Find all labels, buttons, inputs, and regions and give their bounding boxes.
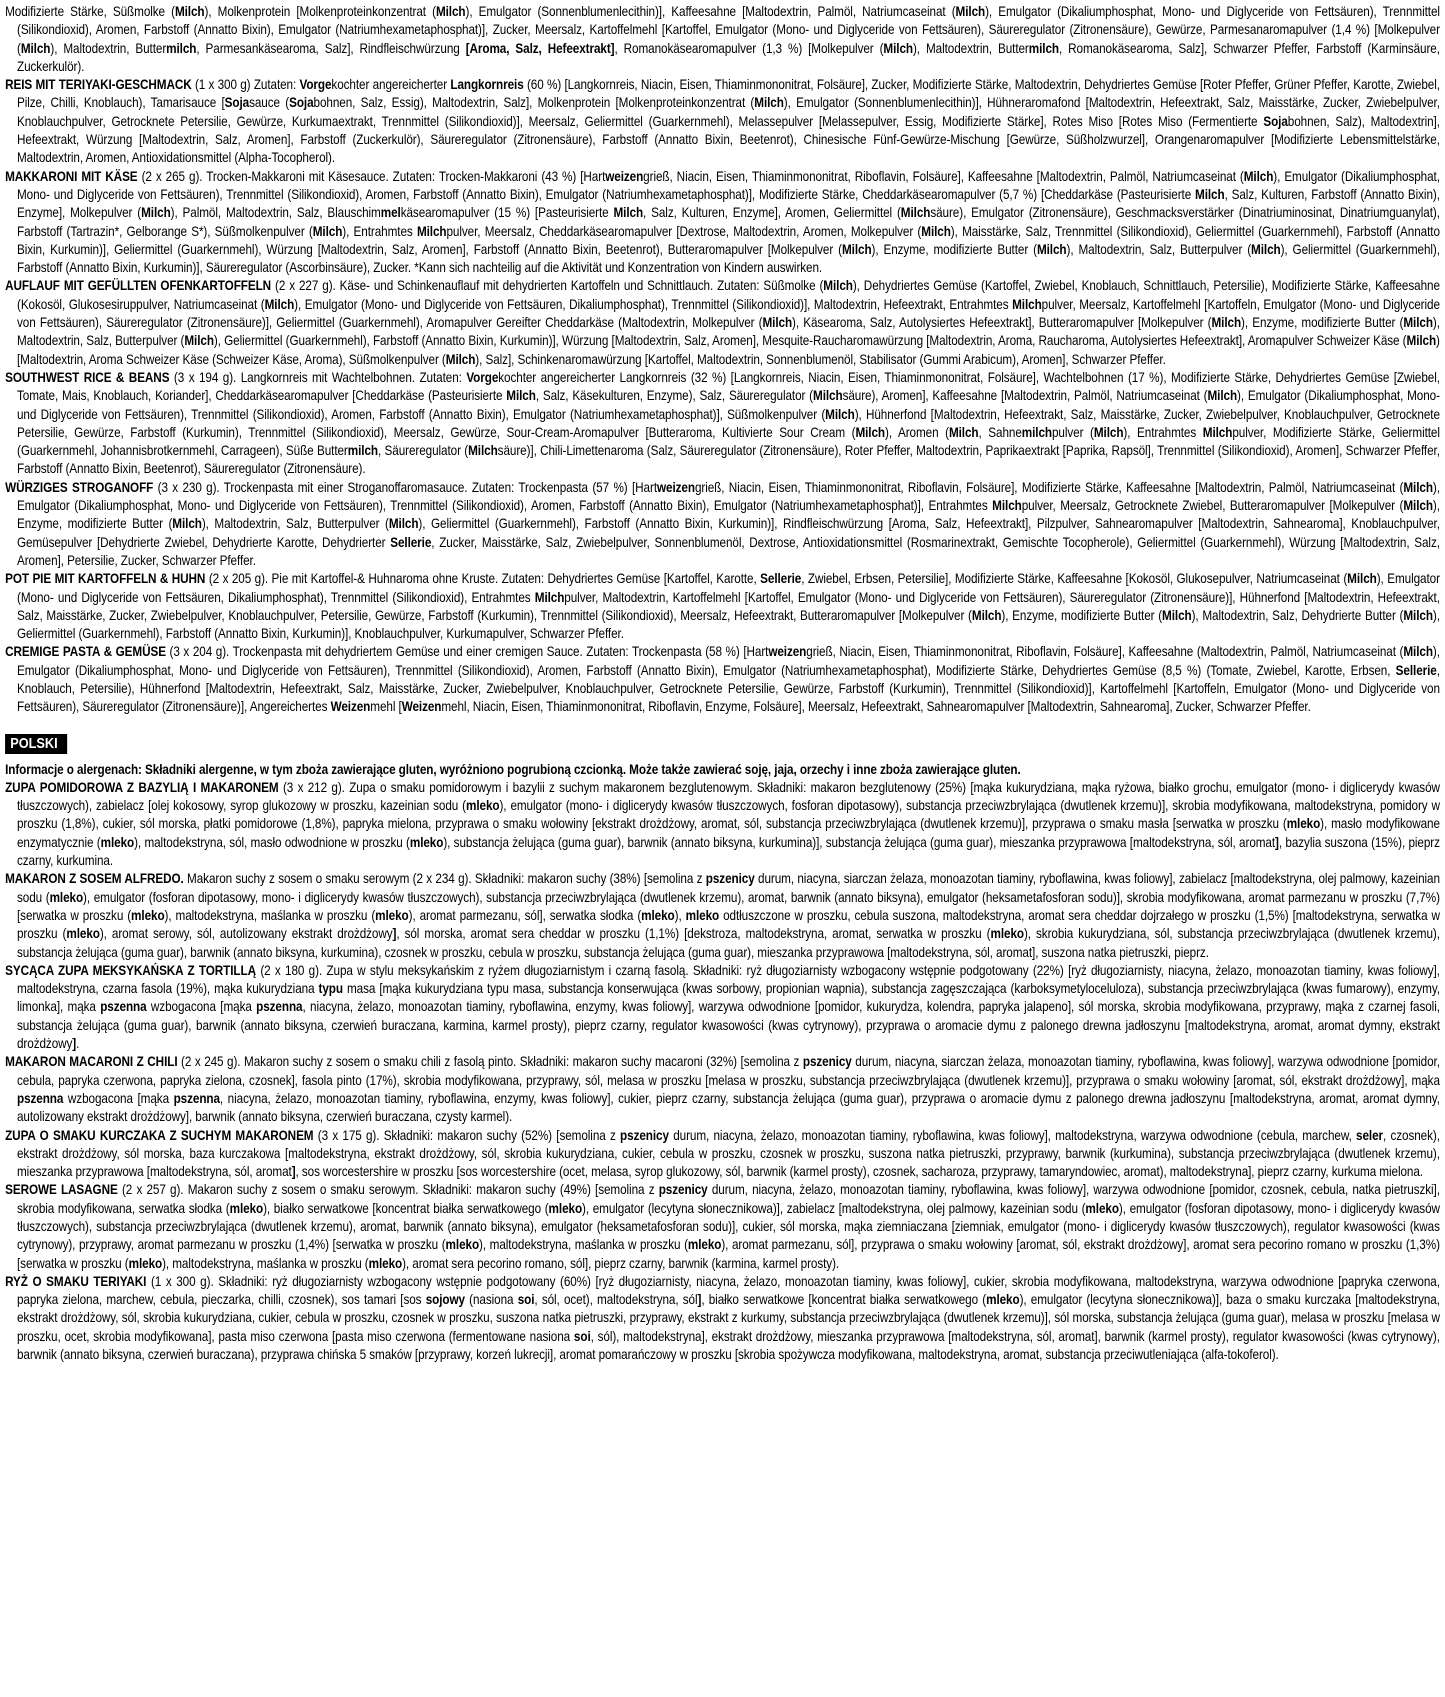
polish-ingredients-section — [5, 779, 1440, 1365]
ingredient-paragraph: ZUPA O SMAKU KURCZAKA Z SUCHYM MAKARONEM (3 x 175 g). Składniki: makaron suchy (52%) [semolina z pszenicy durum, niacyna, żelazo, monoazotan tiaminy, ryboflawina, kwas foliowy], maltodekstryna, warzywa odwodnione (cebula, marchew, seler, czosnek), ekstrakt drożdżowy, sól morska, baza kurczakowa [maltodekstryna, ekstrakt drożdżowy, sól, skrobia kukurydziana, cukier, cebula w proszku, czosnek w proszku, suszona natka pietruszki, przyprawy, barwnik (kurkumina), substancja przeciwzbrylająca (dwutlenek krzemu), mieszanka przyprawowa [maltodekstryna, sól, aromat], sos worcestershire w proszku [sos worcestershire (ocet, melasa, syrop glukozowy, sól, barwnik (karmel prosty), czosnek, sacharoza, przyprawy, tamaryndowiec, aromat), maltodekstryna], pieprz czarny, kurkuma mielona. — [5, 1127, 1440, 1180]
ingredient-paragraph: SOUTHWEST RICE & BEANS (3 x 194 g). Langkornreis mit Wachtelbohnen. Zutaten: Vorgekochter angereicherter Langkornreis (32 %) [Langkornreis, Niacin, Eisen, Thiaminmononitrat, Folsäure], Wachtelbohnen (17 %), Modifizierte Stärke, Dehydriertes Gemüse [Zwiebel, Tomate, Mais, Knoblauch, Koriander], Cheddarkäsearomapulver [Cheddarkäse (Pasteurisierte Milch, Salz, Käsekulturen, Enzyme), Salz, Säureregulator (Milchsäure), Aromen], Kaffeesahne [Maltodextrin, Palmöl, Natriumcaseinat (Milch), Emulgator (Dikaliumphosphat, Mono- und Diglyceride von Fettsäuren), Trennmittel (Silikondioxid), Aromen, Farbstoff (Annatto Bixin), Emulgator (Natriumhexametaphosphat)], Süßmolkenpulver (Milch), Hühnerfond [Maltodextrin, Hefeextrakt, Salz, Maisstärke, Zucker, Zwiebelpulver, Knoblauchpulver, Getrocknete Petersilie, Gewürze, Farbstoff (Kurkumin), Trennmittel (Silikondioxid), Meersalz, Gewürze, Sour-Cream-Aromapulver [Butteraroma, Kultivierte Sour Cream (Milch), Aromen (Milch, Sahnemilchpulver (Milch), Entrahmtes Milchpulver, Modifizierte Stärke, Geliermittel (Guarkernmehl, Johannisbrotkernmehl, Carrageen), Süße Buttermilch, Säureregulator (Milchsäure)], Chili-Limettenaroma (Salz, Säureregulator (Zitronensäure), Roter Pfeffer, Maltodextrin, Paprikaextrakt [Paprika, Rapsöl], Trennmittel (Silikondioxid), Aromen], Schwarzer Pfeffer, Farbstoff (Annatto Bixin, Beetenrot), Säureregulator (Zitronensäure). — [5, 369, 1440, 477]
ingredient-paragraph: SEROWE LASAGNE (2 x 257 g). Makaron suchy z sosem o smaku serowym. Składniki: makaron suchy (49%) [semolina z pszenicy durum, niacyna, żelazo, monoazotan tiaminy, ryboflawina, kwas foliowy], warzywa odwodnione [pomidor, czosnek, cebula, natka pietruszki], skrobia modyfikowana, serwatka słodka (mleko), białko serwatkowe [koncentrat białka serwatkowego (mleko), emulgator (lecytyna słonecznikowa)], zabielacz [maltodekstryna, olej palmowy, kazeinian sodu (mleko), emulgator (fosforan dipotasowy, mono- i diglicerydy kwasów tłuszczowych), substancja przeciwzbrylająca (dwutlenek krzemu), aromat, barwnik (annato biksyna), emulgator (heksametafosforan sodu)], cukier, sól morska, mąka ziemniaczana [ziemniak, emulgator (mono- i diglicerydy kwasów tłuszczowych), regulator kwasowości (kwas cytrynowy), przyprawy, aromat parmezanu w proszku (1,4%) [serwatka w proszku (mleko), maltodekstryna, maślanka w proszku (mleko), aromat parmezanu, sól], przyprawa o smaku wołowiny [aromat, sól, ekstrakt drożdżowy], aromat sera pecorino romano w proszku (1,3%) [serwatka w proszku (mleko), maltodekstryna, maślanka w proszku (mleko), aromat sera pecorino romano, sól], pieprz czarny, barwnik (karmina, karmel prosty). — [5, 1182, 1440, 1271]
ingredient-paragraph: RYŻ O SMAKU TERIYAKI (1 x 300 g). Składniki: ryż długoziarnisty wzbogacony wstępnie podgotowany (60%) [ryż długoziarnisty, niacyna, żelazo, monoazotan tiaminy, kwas foliowy], cukier, skrobia modyfikowana, maltodekstryna, warzywa odwodnione [papryka czerwona, papryka zielona, marchew, cebula, pieczarka, chilli, czosnek), sos tamari [sos sojowy (nasiona soi, sól, ocet), maltodekstryna, sól], białko serwatkowe [koncentrat białka serwatkowego (mleko), emulgator (lecytyna słonecznikowa)], baza o smaku kurczaka [maltodekstryna, ekstrakt drożdżowy, sól, skrobia kukurydziana, cukier, cebula w proszku, czosnek w proszku, suszona natka pietruszki, przyprawy, ekstrakt z kurkumy, substancja przeciwzbrylająca (dwutlenek krzemu)], sól morska, substancja żelująca (guma guar), melasa w proszku [melasa w proszku, ocet, skrobia modyfikowana], pasta miso czerwona [pasta miso czerwona (fermentowane nasiona soi, sól), maltodekstryna], ekstrakt drożdżowy, mieszanka przyprawowa [maltodekstryna, sól, aromat], barwnik (karmel prosty), regulator kwasowości (kwas cytrynowy), barwnik (annato biksyna, czerwień buraczana), przyprawa chińska 5 smaków [przyprawy, korzeń lukrecji], aromat pomarańczowy w proszku [skrobia spożywcza modyfikowana, maltodekstryna, aromat, substancja przeciwutleniająca (alfa-tokoferol). — [5, 1273, 1440, 1363]
ingredient-paragraph: MAKARON Z SOSEM ALFREDO. Makaron suchy z sosem o smaku serowym (2 x 234 g). Składniki: makaron suchy (38%) [semolina z pszenicy durum, niacyna, siarczan żelaza, monoazotan tiaminy, ryboflawina, kwas foliowy], zabielacz [maltodekstryna, olej palmowy, kazeinian sodu (mleko), emulgator (fosforan dipotasowy, mono- i diglicerydy kwasów tłuszczowych), substancja przeciwzbrylająca (dwutlenek krzemu), aromat, barwnik (annato biksyna), emulgator (heksametafosforan sodu)], skrobia modyfikowana, aromat parmezanu w proszku (7,7%) [serwatka w proszku (mleko), maltodekstryna, maślanka w proszku (mleko), aromat parmezanu, sól], serwatka słodka (mleko), mleko odtłuszczone w proszku, cebula suszona, maltodekstryna, aromat sera cheddar dojrzałego w proszku (1,5%) [maltodekstryna, serwatka w proszku (mleko), aromat serowy, sól, autolizowany ekstrakt drożdżowy], sól morska, aromat sera cheddar w proszku (1,1%) [dekstroza, maltodekstryna, aromat, serwatka w proszku (mleko), skrobia kukurydziana, sól, substancja przeciwzbrylająca (dwutlenek krzemu), substancja żelująca (guma guar), barwnik (annato biksyna, kurkumina), czosnek w proszku, cebula w proszku, substancja żelująca (guma guar), mieszanka przyprawowa [maltodekstryna, sól, aromat], suszona natka pietruszki, pieprz. — [5, 871, 1440, 960]
ingredient-paragraph: AUFLAUF MIT GEFÜLLTEN OFENKARTOFFELN (2 x 227 g). Käse- und Schinkenauflauf mit dehydrierten Kartoffeln und Schnittlauch. Zutaten: Süßmolke (Milch), Dehydriertes Gemüse (Kartoffel, Zwiebel, Knoblauch, Schnittlauch, Petersilie), Modifizierte Stärke, Kaffeesahne (Kokosöl, Glukosesiruppulver, Natriumcaseinat (Milch), Emulgator (Mono- und Diglyceride von Fettsäuren, Dikaliumphosphat), Trennmittel (Silikondioxid)], Maltodextrin, Hefeextrakt, Entrahmtes Milchpulver, Meersalz, Kartoffelmehl [Kartoffeln, Emulgator (Mono- und Diglyceride von Fettsäuren), Säureregulator (Zitronensäure)], Geliermittel (Guarkernmehl), Aromapulver Gereifter Cheddarkäse (Maltodextrin, Molkepulver (Milch), Käsearoma, Salz, Autolysiertes Hefeextrakt], Butteraromapulver [Molkepulver (Milch), Enzyme, modifizierte Butter (Milch), Maltodextrin, Salz, Butterpulver (Milch), Geliermittel (Guarkernmehl), Farbstoff (Annatto Bixin, Kurkumin)], Würzung [Maltodextrin, Salz, Aromen], Mesquite-Raucharomawürzung [Maltodextrin, Aroma, Raucharoma, Autolysiertes Hefeextrakt], Aromapulver Schweizer Käse (Milch) [Maltodextrin, Aroma Schweizer Käse (Schweizer Käse, Aroma), Süßmolkenpulver (Milch), Salz], Schinkenaromawürzung [Kartoffel, Maltodextrin, Sonnenblumenöl, Stabilisator (Gummi Arabicum), Aromen], Schwarzer Pfeffer. — [5, 278, 1440, 367]
ingredient-paragraph: ZUPA POMIDOROWA Z BAZYLIĄ I MAKARONEM (3 x 212 g). Zupa o smaku pomidorowym i bazylii z suchym makaronem bezglutenowym. Składniki: makaron bezglutenowy (25%) [mąka kukurydziana, mąka ryżowa, białko grochu, emulgator (mono- i diglicerydy kwasów tłuszczowych), zabielacz [olej kokosowy, syrop glukozowy w proszku, kazeinian sodu (mleko), emulgator (mono- i diglicerydy kwasów tłuszczowych, fosforan dipotasowy), substancja przeciwzbrylająca (dwutlenek krzemu)], skrobia modyfikowana, maltodekstryna, pomidory w proszku (1,8%), cukier, sól morska, płatki pomidorowe (1,8%), papryka mielona, przyprawa o smaku wołowiny [ekstrakt drożdżowy, aromat, sól, substancja przeciwzbrylająca (dwutlenek krzemu)], przyprawa o smaku masła [serwatka w proszku (mleko), masło modyfikowane enzymatycznie (mleko), maltodekstryna, sól, masło odwodnione w proszku (mleko), substancja żelująca (guma guar), barwnik (annato biksyna, kurkumina)], substancja żelująca (guma guar), mieszanka przyprawowa [maltodekstryna, sól, aromat], bazylia suszona (15%), pieprz czarny, kurkumina. — [5, 779, 1440, 869]
polski-section-header — [5, 734, 1440, 754]
ingredient-paragraph: POT PIE MIT KARTOFFELN & HUHN (2 x 205 g). Pie mit Kartoffel-& Huhnaroma ohne Kruste. Zutaten: Dehydriertes Gemüse [Kartoffel, Karotte, Sellerie, Zwiebel, Erbsen, Petersilie], Modifizierte Stärke, Kaffeesahne [Kokosöl, Glukosepulver, Natriumcaseinat (Milch), Emulgator (Mono- und Diglyceride von Fettsäuren, Dikaliumphosphat), Trennmittel (Silikondioxid), Entrahmtes Milchpulver, Maltodextrin, Kartoffelmehl [Kartoffel, Emulgator (Mono- und Diglyceride von Fettsäuren), Säureregulator (Zitronensäure)], Hühnerfond [Maltodextrin, Hefeextrakt, Salz, Maisstärke, Zucker, Zwiebelpulver, Knoblauchpulver, Petersilie, Gewürze, Farbstoff (Kurkumin), Trennmittel (Silikondioxid), Meersalz, Hefeextrakt, Butteraromapulver [Molkepulver (Milch), Enzyme, modifizierte Butter (Milch), Maltodextrin, Salz, Dehydrierte Butter (Milch), Geliermittel (Guarkernmehl), Farbstoff (Annatto Bixin, Kurkumin)], Knoblauchpulver, Kurkumapulver, Schwarzer Pfeffer. — [5, 571, 1440, 642]
ingredient-paragraph: REIS MIT TERIYAKI-GESCHMACK (1 x 300 g) Zutaten: Vorgekochter angereicherter Langkornreis (60 %) [Langkornreis, Niacin, Eisen, Thiaminmononitrat, Folsäure], Zucker, Modifizierte Stärke, Maltodextrin, Dehydriertes Gemüse [Roter Pfeffer, Grüner Pfeffer, Karotte, Zwiebel, Pilze, Chilli, Knoblauch), Tamarisauce [Sojasauce (Sojabohnen, Salz, Essig), Maltodextrin, Salz], Molkenprotein [Molkenproteinkonzentrat (Milch), Emulgator (Sonnenblumenlecithin)], Hühneraromafond [Maltodextrin, Hefeextrakt, Salz, Maisstärke, Zucker, Zwiebelpulver, Knoblauchpulver, Getrocknete Petersilie, Gewürze, Kurkumaextrakt, Trennmittel (Silikondioxid)], Meersalz, Geliermittel (Guarkernmehl), Melassepulver [Melassepulver, Essig, Modifizierte Stärke], Rotes Miso [Rotes Miso (Fermentierte Sojabohnen, Salz), Maltodextrin], Hefeextrakt, Würzung [Maltodextrin, Salz, Aromen], Farbstoff (Zuckerkulör), Säureregulator (Zitronensäure), Farbstoff (Annatto Bixin, Beetenrot), Chinesische Fünf-Gewürze-Mischung [Gewürze, Süßholzwurzel], Orangenaromapulver [Modifizierte Lebensmittelstärke, Maltodextrin, Aromen, Antioxidationsmittel (Alpha-Tocopherol). — [5, 77, 1440, 166]
ingredient-paragraph: SYCĄCA ZUPA MEKSYKAŃSKA Z TORTILLĄ (2 x 180 g). Zupa w stylu meksykańskim z ryżem długoziarnistym i czarną fasolą. Składniki: ryż długoziarnisty wzbogacony wstępnie podgotowany (22%) [ryż długoziarnisty, niacyna, żelazo, monoazotan tiaminy, kwas foliowy], maltodekstryna, czarna fasola (19%), mąka kukurydziana typu masa [mąka kukurydziana typu masa, substancja konserwująca (kwas sorbowy, propionian wapnia), substancja zagęszczająca (karboksymetyloceluloza), substancja przeciwzbrylająca (kwas fumarowy), enzymy, limonka], mąka pszenna wzbogacona [mąka pszenna, niacyna, żelazo, monoazotan tiaminy, ryboflawina, enzymy, kwas foliowy], warzywa odwodnione [pomidor, kukurydza, kolendra, papryka jalapeno], sól morska, skrobia modyfikowana, przyprawy, mąka z czarnej fasoli, substancja żelująca (guma guar), barwnik (annato biksyna, czerwień buraczana, karmina, karmel prosty), pieprz czarny, regulator kwasowości (kwas cytrynowy), przyprawa o aromacie dymu z palonego drewna jadłoszynu [maltodekstryna, aromat, aromat dymny, ekstrakt drożdżowy]. — [5, 962, 1440, 1052]
allergen-notice: Informacje o alergenach: Składniki alergenne, w tym zboża zawierające gluten, wyróżniono pogrubioną czcionką. Może także zawierać soję, jaja, orzechy i inne zboża zawierające gluten. — [5, 761, 1021, 777]
ingredient-paragraph: MAKARON MACARONI Z CHILI (2 x 245 g). Makaron suchy z sosem o smaku chili z fasolą pinto. Składniki: makaron suchy macaroni (32%) [semolina z pszenicy durum, niacyna, siarczan żelaza, monoazotan tiaminy, ryboflawina, kwas foliowy], warzywa odwodnione [pomidor, cebula, papryka czerwona, papryka zielona, czosnek], fasola pinto (17%), skrobia modyfikowana, przyprawy, sól, melasa w proszku [melasa w proszku, substancja przeciwzbrylająca (dwutlenek krzemu)], przyprawa o smaku wołowiny [aromat, sól, ekstrakt drożdżowy], mąka pszenna wzbogacona [mąka pszenna, niacyna, żelazo, monoazotan tiaminy, ryboflawina, enzymy, kwas foliowy], cukier, pieprz czarny, substancja żelująca (guma guar), przyprawa o aromacie dymu z palonego drewna jadłoszynu [maltodekstryna, aromat, aromat dymny, autolizowany ekstrakt drożdżowy], barwnik (annato biksyna, czerwień buraczana, czysty karmel). — [5, 1054, 1440, 1125]
ingredient-paragraph: WÜRZIGES STROGANOFF (3 x 230 g). Trockenpasta mit einer Stroganoffaromasauce. Zutaten: Trockenpasta (57 %) [Hartweizengrieß, Niacin, Eisen, Thiaminmononitrat, Riboflavin, Folsäure], Modifizierte Stärke, Kaffeesahne [Maltodextrin, Palmöl, Natriumcaseinat (Milch), Emulgator (Dikaliumphosphat, Mono- und Diglyceride von Fettsäuren), Trennmittel (Silikondioxid), Aromen, Farbstoff (Annatto Bixin), Emulgator (Natriumhexametaphosphat)], Entrahmtes Milchpulver, Meersalz, Getrocknete Zwiebel, Butteraromapulver [Molkepulver (Milch), Enzyme, modifizierte Butter (Milch), Maltodextrin, Salz, Butterpulver (Milch), Geliermittel (Guarkernmehl), Farbstoff (Annatto Bixin, Kurkumin)], Rindfleischwürzung [Aroma, Salz, Hefeextrakt], Pilzpulver, Sahnearomapulver [Maltodextrin, Sahnearoma], Knoblauchpulver, Gemüsepulver [Dehydrierte Zwiebel, Dehydrierte Karotte, Dehydrierter Sellerie, Zucker, Maisstärke, Salz, Zwiebelpulver, Sonnenblumenöl, Dextrose, Antioxidationsmittel (Rosmarinextrakt, Gemischte Tocopherole), Geliermittel (Guarkernmehl), Würzung [Maltodextrin, Salz, Aromen], Petersilie, Zucker, Schwarzer Pfeffer. — [5, 479, 1440, 568]
ingredient-paragraph: Modifizierte Stärke, Süßmolke (Milch), Molkenprotein [Molkenproteinkonzentrat (Milch), Emulgator (Sonnenblumenlecithin)], Kaffeesahne [Maltodextrin, Palmöl, Natriumcaseinat (Milch), Emulgator (Dikaliumphosphat, Mono- und Diglyceride von Fettsäuren), Trennmittel (Silikondioxid), Aromen, Farbstoff (Annatto Bixin), Emulgator (Natriumhexametaphosphat)], Zucker, Meersalz, Kartoffelmehl [Kartoffel, Emulgator (Mono- und Diglyceride von Fettsäuren), Säureregulator (Zitronensäure), Gewürze, Parmesanaromapulver (1,4 %) [Molkepulver (Milch), Maltodextrin, Buttermilch, Parmesankäsearoma, Salz], Rindfleischwürzung [Aroma, Salz, Hefeextrakt], Romanokäsearomapulver (1,3 %) [Molkepulver (Milch), Maltodextrin, Buttermilch, Romanokäsearoma, Salz], Schwarzer Pfeffer, Farbstoff (Karminsäure, Zuckerkulör). — [5, 4, 1440, 74]
ingredient-paragraph: CREMIGE PASTA & GEMÜSE (3 x 204 g). Trockenpasta mit dehydriertem Gemüse und einer cremigen Sauce. Zutaten: Trockenpasta (58 %) [Hartweizengrieß, Niacin, Eisen, Thiaminmononitrat, Riboflavin, Folsäure], Kaffeesahne (Maltodextrin, Palmöl, Natriumcaseinat (Milch), Emulgator (Dikaliumphosphat, Mono- und Diglyceride von Fettsäuren), Trennmittel (Silikondioxid), Aromen, Farbstoff (Annatto Bixin), Emulgator (Natriumhexametaphosphat), Modifizierte Stärke, Dehydriertes Gemüse (8,5 %) (Tomate, Zwiebel, Karotte, Erbsen, Sellerie, Knoblauch, Petersilie), Hühnerfond [Maltodextrin, Hefeextrakt, Salz, Maisstärke, Zucker, Zwiebelpulver, Knoblauchpulver, Getrocknete Petersilie, Gewürze, Farbstoff (Kurkumin), Trennmittel (Silikondioxid)], Kartoffelmehl [Kartoffeln, Emulgator (Mono- und Diglyceride von Fettsäuren), Säureregulator (Zitronensäure)], Angereichertes Weizenmehl [Weizenmehl, Niacin, Eisen, Thiaminmononitrat, Riboflavin, Enzyme, Folsäure], Meersalz, Hefeextrakt, Sahnearomapulver [Maltodextrin, Sahnearoma], Zucker, Schwarzer Pfeffer. — [5, 644, 1440, 715]
polski-section-label: POLSKI — [5, 734, 67, 754]
ingredient-paragraph: MAKKARONI MIT KÄSE (2 x 265 g). Trocken-Makkaroni mit Käsesauce. Zutaten: Trocken-Makkaroni (43 %) [Hartweizengrieß, Niacin, Eisen, Thiaminmononitrat, Riboflavin, Folsäure], Kaffeesahne [Maltodextrin, Palmöl, Natriumcaseinat (Milch), Emulgator (Dikaliumphosphat, Mono- und Diglyceride von Fettsäuren), Trennmittel (Silikondioxid), Aromen, Farbstoff (Annatto Bixin), Emulgator (Natriumhexametaphosphat)], Modifizierte Stärke, Cheddarkäsearomapulver (5,7 %) [Cheddarkäse (Pasteurisierte Milch, Salz, Kulturen, Farbstoff (Annatto Bixin), Enzyme], Molkepulver (Milch), Palmöl, Maltodextrin, Salz, Blauschimmelkäsearomapulver (15 %) [Pasteurisierte Milch, Salz, Kulturen, Enzyme], Aromen, Geliermittel (Milchsäure), Emulgator (Zitronensäure), Geschmacksverstärker (Dinatriuminosinat, Dinatriumguanylat), Farbstoff (Tartrazin*, Gelborange S*), Süßmolkenpulver (Milch), Entrahmtes Milchpulver, Meersalz, Cheddarkäsearomapulver [Dextrose, Maltodextrin, Aromen, Molkepulver (Milch), Maisstärke, Salz, Trennmittel (Silikondioxid), Geliermittel (Guarkernmehl), Farbstoff (Annatto Bixin, Kurkumin)], Geliermittel (Guarkernmehl), Würzung [Maltodextrin, Salz, Aromen], Farbstoff (Annatto Bixin, Beetenrot), Butteraromapulver [Molkepulver (Milch), Enzyme, modifizierte Butter (Milch), Maltodextrin, Salz, Butterpulver (Milch), Geliermittel (Guarkernmehl), Farbstoff (Annatto Bixin, Kurkumin)], Säureregulator (Ascorbinsäure), Zucker. *Kann sich nachteilig auf die Aktivität und Konzentration von Kindern auswirken. — [5, 168, 1440, 276]
german-ingredients-section — [5, 3, 1440, 717]
